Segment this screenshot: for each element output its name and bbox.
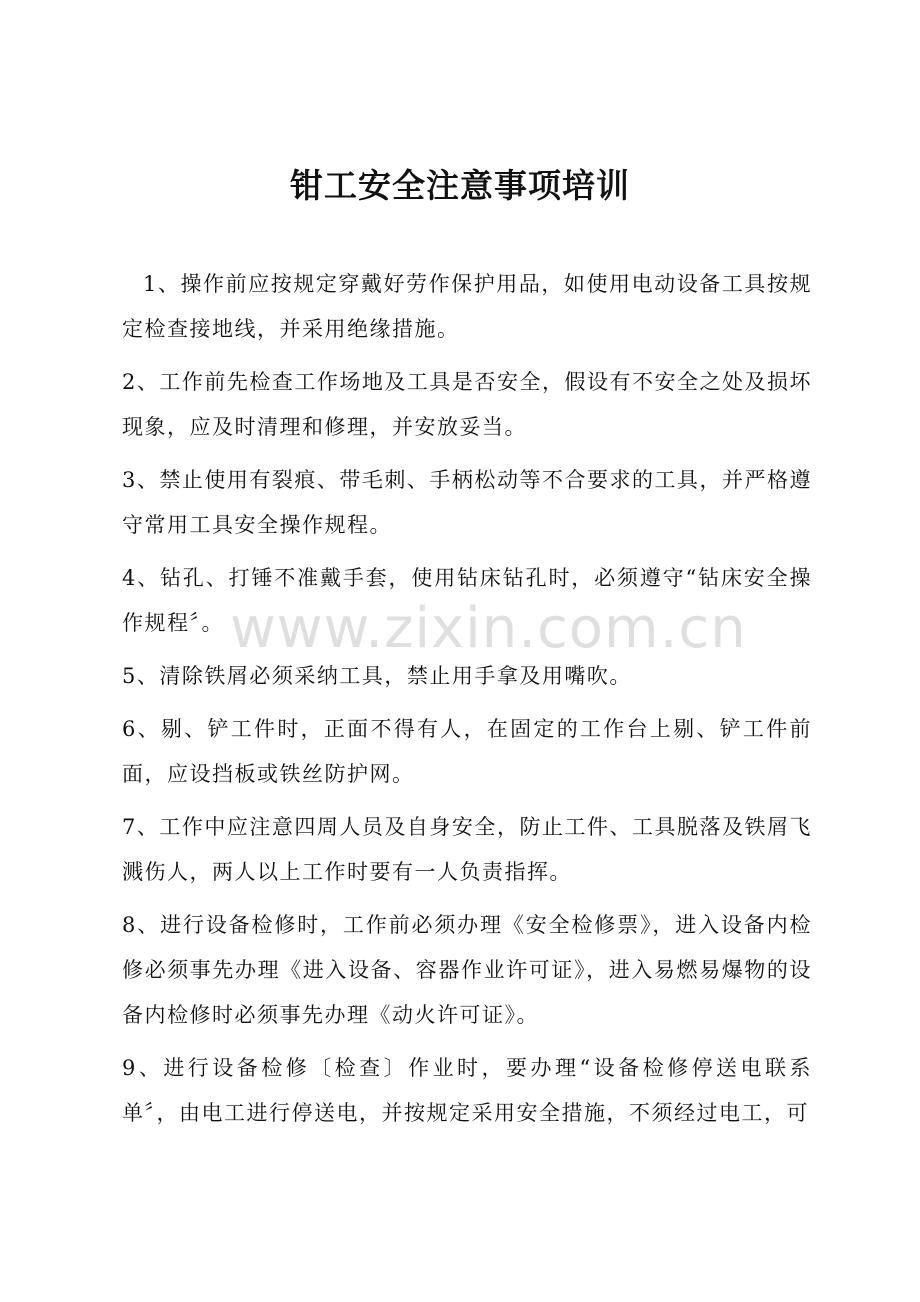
paragraph-3: 3、禁止使用有裂痕、带毛刺、手柄松动等不合要求的工具，并严格遵守常用工具安全操作规程。 — [122, 468, 812, 537]
document-body — [122, 262, 812, 1144]
paragraph-6: 6、剔、铲工件时，正面不得有人，在固定的工作台上剔、铲工件前面，应设挡板或铁丝防护网。 — [122, 717, 812, 786]
paragraph-1: 1、操作前应按规定穿戴好劳作保护用品，如使用电动设备工具按规定检查接地线，并采用绝缘措施。 — [122, 272, 812, 341]
paragraph-2: 2、工作前先检查工作场地及工具是否安全，假设有不安全之处及损坏现象，应及时清理和修理，并安放妥当。 — [122, 370, 812, 439]
paragraph-5: 5、清除铁屑必须采纳工具，禁止用手拿及用嘴吹。 — [122, 664, 632, 688]
paragraph-9: 9、进行设备检修〔检查〕作业时，要办理“设备检修停送电联系单〞，由电工进行停送电，并按规定采用安全措施，不须经过电工，可 — [122, 1056, 812, 1125]
paragraph-4: 4、钻孔、打锤不准戴手套，使用钻床钻孔时，必须遵守“钻床安全操作规程〞。 — [122, 566, 812, 635]
paragraph-8: 8、进行设备检修时，工作前必须办理《安全检修票》，进入设备内检修必须事先办理《进入设备、容器作业许可证》，进入易燃易爆物的设备内检修时必须事先办理《动火许可证》。 — [122, 913, 812, 1027]
paragraph-7: 7、工作中应注意四周人员及自身安全，防止工件、工具脱落及铁屑飞溅伤人，两人以上工作时要有一人负责指挥。 — [122, 815, 812, 884]
document-title: 钳工安全注意事项培训 — [290, 166, 630, 205]
watermark: www.zixin.com.cn — [230, 596, 747, 661]
